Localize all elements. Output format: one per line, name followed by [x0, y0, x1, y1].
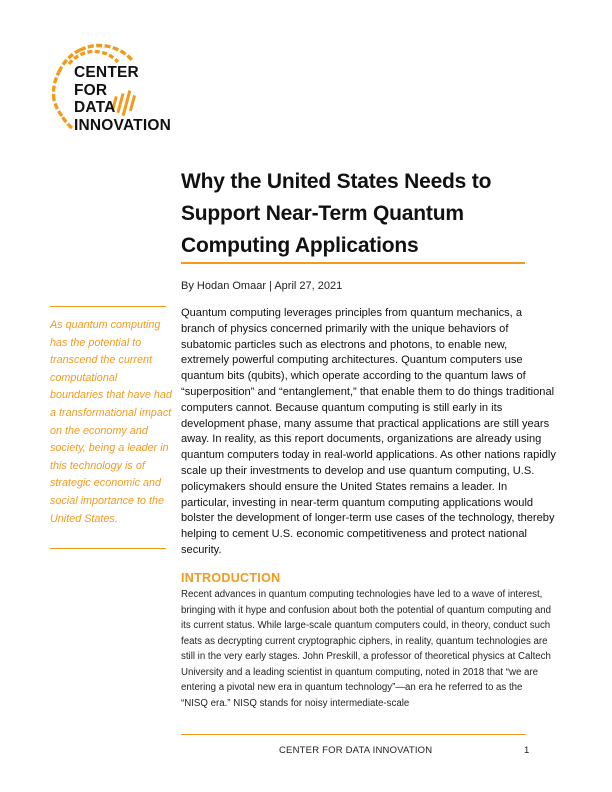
logo-line: FOR: [74, 81, 108, 99]
intro-paragraph: Recent advances in quantum computing technologies have led to a wave of interest, bringing with it hype and confusion about both the potential of quantum computing and its current status. While large-scale quantum computers could, in theory, conduct such feats as decrypting current cryptographic ciphers, in reality, quantum technologies are still in the very early stages. John Preskill, a professor of theoretical physics at Caltech University and a leading scientist in quantum computing, noted in 2018 that “we are entering a pivotal new era in quantum technology”—an era he referred to as the “NISQ era.” NISQ stands for noisy intermediate-scale: [181, 589, 551, 709]
logo-line: DATA: [74, 99, 116, 116]
page-number: 1: [524, 745, 530, 756]
logo-line: INNOVATION: [74, 116, 172, 134]
organization-logo: [36, 38, 176, 138]
section-heading-introduction: INTRODUCTION: [181, 571, 281, 585]
logo-line: CENTER: [74, 64, 139, 81]
lead-paragraph: Quantum computing leverages principles from quantum mechanics, a branch of physics concerned primarily with the unique behaviors of subatomic particles such as electrons and photons, to enable new, extremely powerful computing architectures. Quantum computers use quantum bits (qubits), which operate according to the quantum laws of “superposition” and “entanglement,” that enable them to do things traditional computers cannot. Because quantum computing is still early in its development phase, many assume that practical applications are still years away. In reality, as this report documents, organizations are already using quantum computers today in real-world applications. As other nations rapidly scale up their investments to develop and use quantum computing, U.S. policymakers should ensure the United States remains a leader. In particular, investing in near-term quantum computing applications would bolster the development of longer-term use cases of the technology, thereby helping to cement U.S. economic competitiveness and protect national security.: [181, 307, 556, 556]
footer-divider: [181, 734, 526, 735]
pull-quote: As quantum computing has the potential to transcend the current computational boundaries that have had a transformational impact on the economy and society, being a leader in this technology is of strategic economic and social importance to the United States.: [50, 319, 172, 525]
report-title: Why the United States Needs to Support Near-Term Quantum Computing Applications: [181, 170, 492, 257]
footer-label: CENTER FOR DATA INNOVATION: [279, 745, 433, 756]
title-divider: [181, 262, 525, 264]
pull-quote-bottom-rule: [50, 548, 166, 549]
pull-quote-top-rule: [50, 306, 166, 307]
byline: By Hodan Omaar | April 27, 2021: [181, 280, 343, 292]
logo-wordmark: [74, 64, 171, 134]
